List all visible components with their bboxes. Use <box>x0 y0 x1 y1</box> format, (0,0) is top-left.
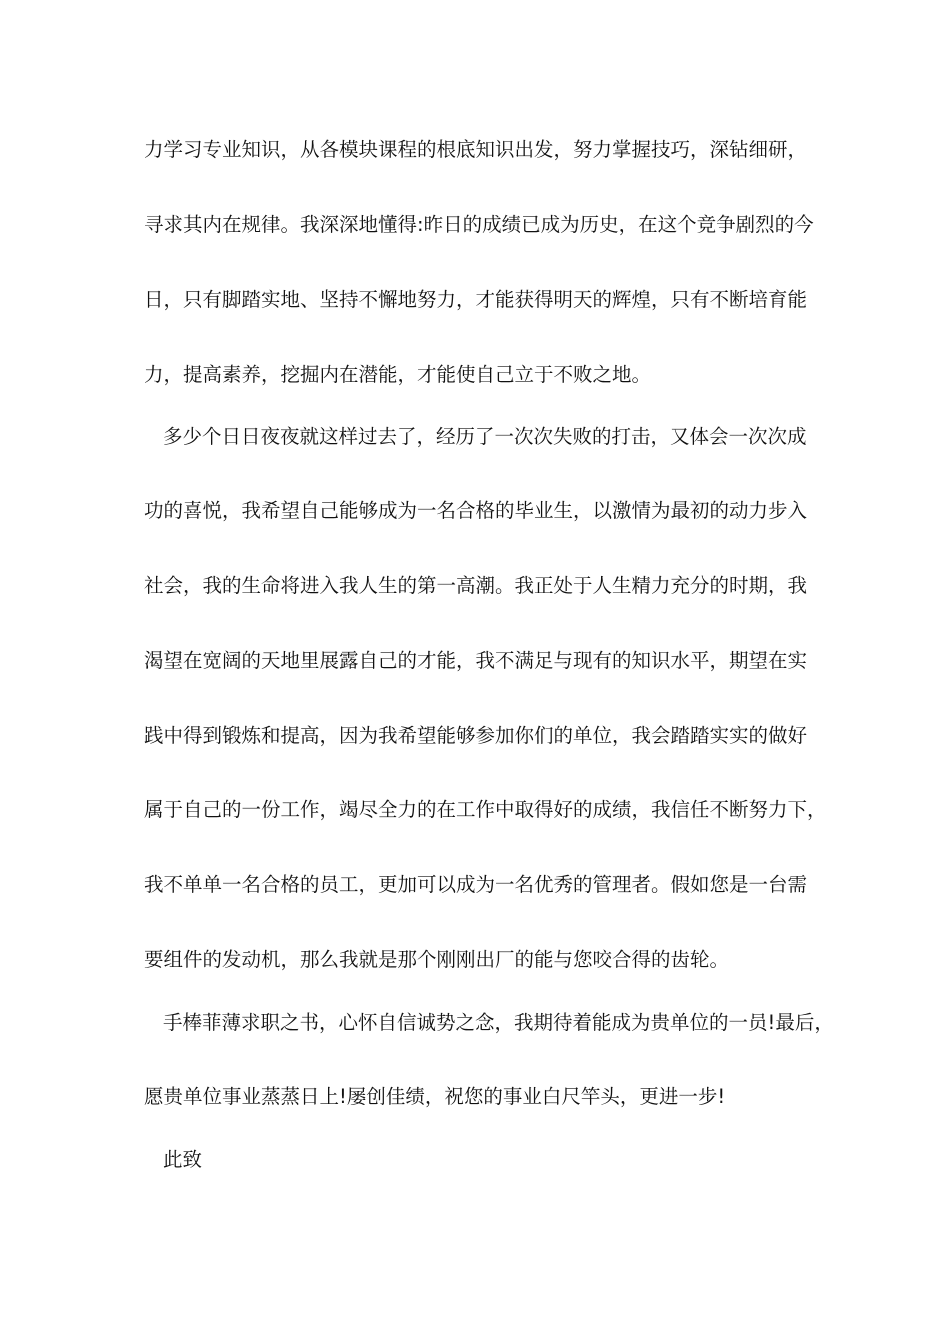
text-line: 愿贵单位事业蒸蒸日上!屡创佳绩，祝您的事业白尺竿头，更进一步! <box>144 1085 726 1108</box>
closing-salutation: 此致 <box>163 1148 203 1171</box>
text-line: 力学习专业知识，从各模块课程的根底知识出发，努力掌握技巧，深钻细研， <box>144 138 808 161</box>
text-line: 践中得到锻炼和提高，因为我希望能够参加你们的单位，我会踏踏实实的做好 <box>144 724 808 747</box>
paragraph-start-line: 多少个日日夜夜就这样过去了，经历了一次次失败的打击，又体会一次次成 <box>163 425 807 448</box>
text-line: 寻求其内在规律。我深深地懂得:昨日的成绩已成为历史，在这个竞争剧烈的今 <box>144 213 814 236</box>
text-line: 我不单单一名合格的员工，更加可以成为一名优秀的管理者。假如您是一台需 <box>144 873 808 896</box>
paragraph-start-line: 手棒菲薄求职之书，心怀自信诚势之念，我期待着能成为贵单位的一员!最后， <box>163 1011 834 1034</box>
text-line: 属于自己的一份工作，竭尽全力的在工作中取得好的成绩，我信任不断努力下， <box>144 798 827 821</box>
text-line: 渴望在宽阔的天地里展露自己的才能，我不满足与现有的知识水平，期望在实 <box>144 649 808 672</box>
text-line: 社会，我的生命将进入我人生的第一高潮。我正处于人生精力充分的时期，我 <box>144 574 808 597</box>
text-line: 力，提高素养，挖掘内在潜能，才能使自己立于不败之地。 <box>144 363 652 386</box>
text-line: 要组件的发动机，那么我就是那个刚刚出厂的能与您咬合得的齿轮。 <box>144 948 730 971</box>
text-line: 功的喜悦，我希望自己能够成为一名合格的毕业生，以激情为最初的动力步入 <box>144 499 808 522</box>
text-line: 日，只有脚踏实地、坚持不懈地努力，才能获得明天的辉煌，只有不断培育能 <box>144 288 808 311</box>
